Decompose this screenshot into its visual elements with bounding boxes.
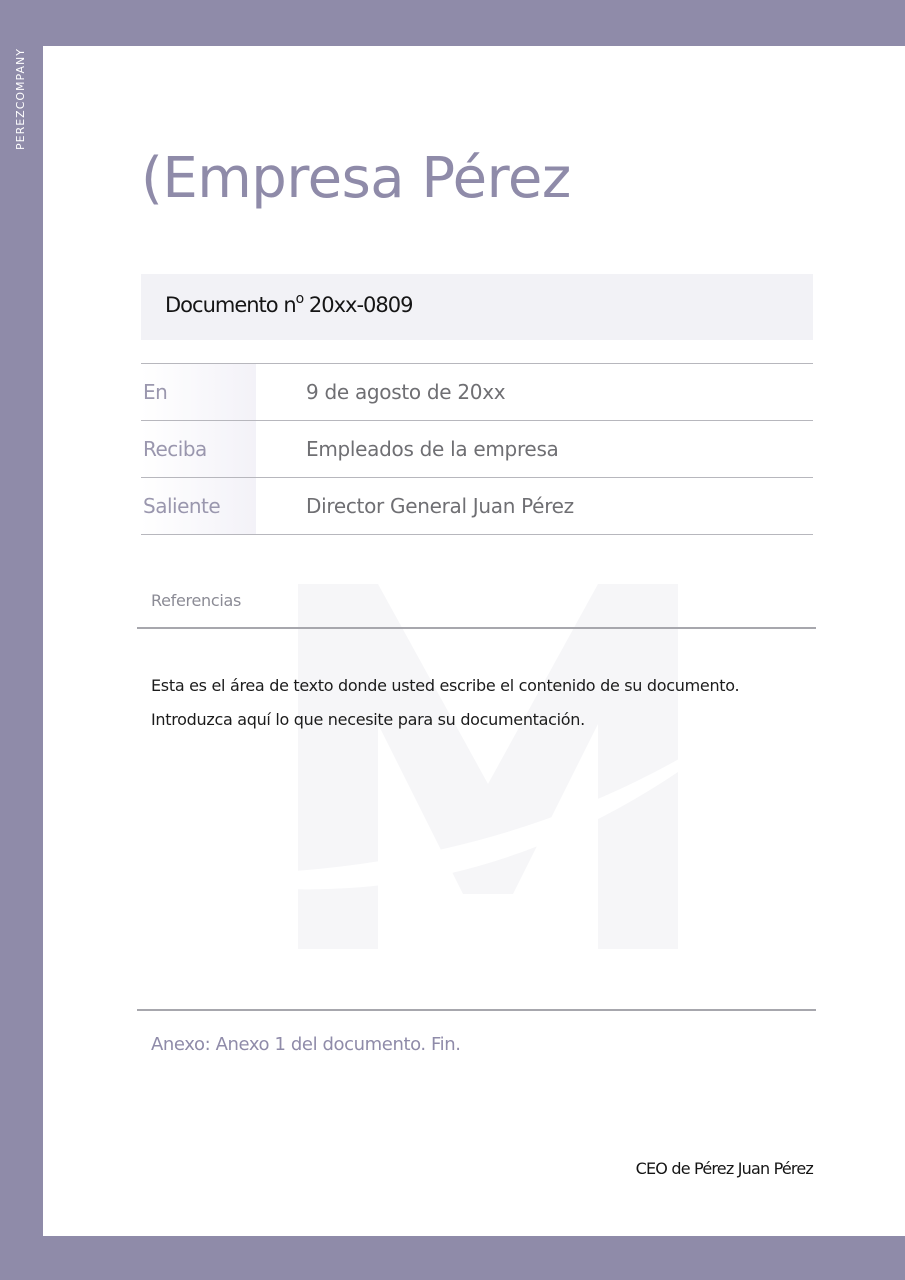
references-divider xyxy=(137,627,816,629)
m-logo-watermark-icon xyxy=(298,584,678,949)
annex-divider xyxy=(137,1009,816,1011)
document-number-box xyxy=(141,274,813,340)
meta-key-sender: Saliente xyxy=(143,494,221,518)
meta-row-recipient xyxy=(141,420,813,477)
body-text[interactable] xyxy=(151,669,801,737)
meta-value-sender: Director General Juan Pérez xyxy=(306,494,574,518)
document-number-prefix: Documento n xyxy=(165,293,296,317)
document-number-ordinal: o xyxy=(295,291,304,307)
document-number-value: 20xx-0809 xyxy=(303,293,413,317)
body-line: Introduzca aquí lo que necesite para su documentación. xyxy=(151,710,585,729)
company-title: (Empresa Pérez xyxy=(141,146,571,211)
meta-table xyxy=(141,363,813,535)
document-page xyxy=(43,46,905,1236)
document-number xyxy=(165,291,413,317)
meta-row-sender xyxy=(141,477,813,535)
meta-key-date: En xyxy=(143,380,168,404)
body-line: Esta es el área de texto donde usted escribe el contenido de su documento. xyxy=(151,676,740,695)
signature: CEO de Pérez Juan Pérez xyxy=(635,1159,813,1178)
meta-value-date: 9 de agosto de 20xx xyxy=(306,380,506,404)
sidebar-brand-label: PEREZCOMPANY xyxy=(14,48,27,150)
meta-row-date xyxy=(141,363,813,420)
meta-value-recipient: Empleados de la empresa xyxy=(306,437,559,461)
annex-text: Anexo: Anexo 1 del documento. Fin. xyxy=(151,1034,461,1055)
references-label: Referencias xyxy=(151,591,242,610)
meta-key-recipient: Reciba xyxy=(143,437,207,461)
